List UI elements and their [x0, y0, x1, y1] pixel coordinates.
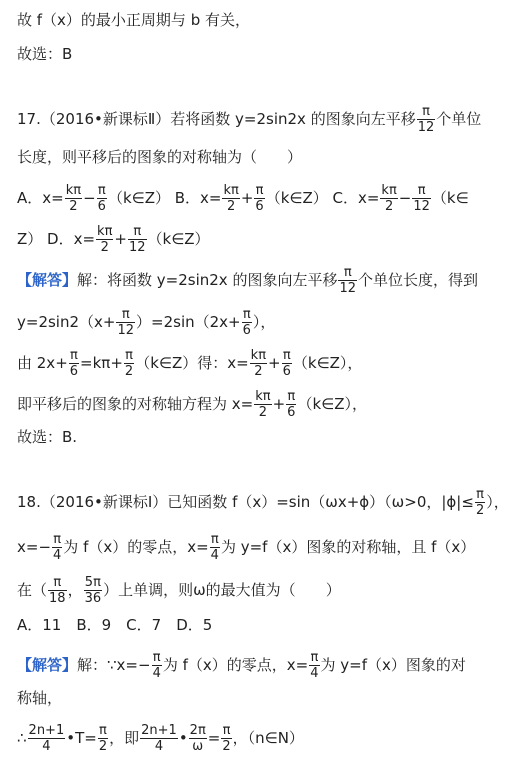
- fraction: $\frac{k\pi}{2}$: [381, 183, 397, 214]
- solution-line: ∴ $\frac{2n+1}{4}$ •T= $\frac{\pi}{2}$ ，即 $\frac{2n+1}{4}$ • $\frac{2\pi}{\omega}$ = $\frac{\pi}{2}$ ，（n∈N）: [17, 723, 304, 754]
- fraction: $\frac{k\pi}{2}$: [65, 183, 82, 214]
- text-line: [17, 10, 250, 30]
- answer-tag: 【解答】: [17, 656, 78, 674]
- fraction: $\frac{\pi}{4}$: [210, 532, 219, 563]
- options-line: A．x= $\frac{k\pi}{2}$ − $\frac{\pi}{6}$ （k∈Z） B．x= $\frac{k\pi}{2}$ + $\frac{\pi}{6}$ （k∈Z） C．x= $\frac{k\pi}{2}$ − $\frac{\pi}{12}$ （k∈: [17, 183, 469, 214]
- fraction: $\frac{\pi}{6}$: [287, 389, 296, 420]
- problem-18-stem: 18.（2016•新课标Ⅰ）已知函数 f（x）=sin（ωx+ϕ）（ω>0，|ϕ|≤ $\frac{\pi}{2}$ ），: [17, 487, 509, 518]
- text: 17.（2016•新课标Ⅱ）若将函数 y=2sin2x 的图象向左平移: [17, 110, 416, 128]
- fraction: $\frac{\pi}{6}$: [69, 348, 79, 379]
- solution-line: 即平移后的图象的对称轴方程为 x= $\frac{k\pi}{2}$ + $\frac{\pi}{6}$ （k∈Z），: [17, 389, 367, 420]
- text: 故 f（x）的最小正周期与 b 有关，: [17, 11, 250, 29]
- fraction: $\frac{\pi}{6}$: [97, 183, 106, 214]
- fraction: $\frac{2\pi}{\omega}$: [189, 723, 206, 754]
- fraction: $\frac{2n+1}{4}$: [28, 723, 65, 754]
- fraction: $\frac{\pi}{6}$: [282, 348, 291, 379]
- fraction: $\frac{\pi}{12}$: [417, 104, 435, 135]
- options-line: Z） D．x= $\frac{k\pi}{2}$ + $\frac{\pi}{12}$ （k∈Z）: [17, 224, 210, 255]
- fraction: $\frac{\pi}{12}$: [128, 224, 146, 255]
- text-line: 称轴，: [17, 689, 63, 707]
- fraction: $\frac{2n+1}{4}$: [141, 723, 177, 754]
- text: 长度，则平移后的图象的对称轴为（ ）: [17, 148, 303, 166]
- fraction: $\frac{\pi}{4}$: [152, 650, 161, 681]
- fraction: $\frac{\pi}{4}$: [53, 532, 62, 563]
- problem-17-stem: [17, 104, 481, 135]
- text-line: x=− $\frac{\pi}{4}$ 为 f（x）的零点，x= $\frac{\pi}{4}$ 为 y=f（x）图象的对称轴，且 f（x）: [17, 532, 476, 563]
- text-line: 故选：B.: [17, 428, 78, 446]
- answer-tag: 【解答】: [17, 271, 78, 289]
- fraction: $\frac{\pi}{12}$: [117, 307, 135, 338]
- text-line: 在（ $\frac{\pi}{18}$ ， $\frac{5\pi}{36}$ ）上单调，则ω的最大值为（ ）: [17, 575, 341, 606]
- fraction: $\frac{5\pi}{36}$: [84, 575, 102, 606]
- fraction: $\frac{k\pi}{2}$: [223, 183, 239, 214]
- fraction: $\frac{\pi}{2}$: [475, 487, 485, 518]
- solution-line: y=2sin2（x+ $\frac{\pi}{12}$ ）=2sin（2x+ $\frac{\pi}{6}$ ），: [17, 307, 276, 338]
- fraction: $\frac{k\pi}{2}$: [97, 224, 113, 255]
- fraction: $\frac{\pi}{2}$: [98, 723, 108, 754]
- text-line: [17, 44, 72, 64]
- fraction: $\frac{\pi}{18}$: [49, 575, 66, 606]
- fraction: $\frac{\pi}{4}$: [310, 650, 319, 681]
- fraction: $\frac{\pi}{6}$: [255, 183, 264, 214]
- fraction: $\frac{\pi}{2}$: [222, 723, 231, 754]
- fraction: $\frac{k\pi}{2}$: [255, 389, 271, 420]
- solution-line: 【解答】解：将函数 y=2sin2x 的图象向左平移 $\frac{\pi}{12}$ 个单位长度，得到: [17, 265, 479, 296]
- text-line: [17, 147, 302, 167]
- fraction: $\frac{k\pi}{2}$: [250, 348, 267, 379]
- text: 个单位: [436, 110, 482, 128]
- fraction: $\frac{\pi}{12}$: [339, 265, 356, 296]
- options-line: A．11 B．9 C．7 D．5: [17, 616, 213, 634]
- solution-line: 【解答】解：∵x=− $\frac{\pi}{4}$ 为 f（x）的零点，x= $\frac{\pi}{4}$ 为 y=f（x）图象的对: [17, 650, 466, 681]
- fraction: $\frac{\pi}{12}$: [413, 183, 430, 214]
- solution-line: 由 2x+ $\frac{\pi}{6}$ =kπ+ $\frac{\pi}{2}$ （k∈Z）得：x= $\frac{k\pi}{2}$ + $\frac{\pi}{6}$ （k∈Z），: [17, 348, 363, 379]
- fraction: $\frac{\pi}{6}$: [242, 307, 251, 338]
- fraction: $\frac{\pi}{2}$: [124, 348, 134, 379]
- text: 故选：B: [17, 45, 73, 63]
